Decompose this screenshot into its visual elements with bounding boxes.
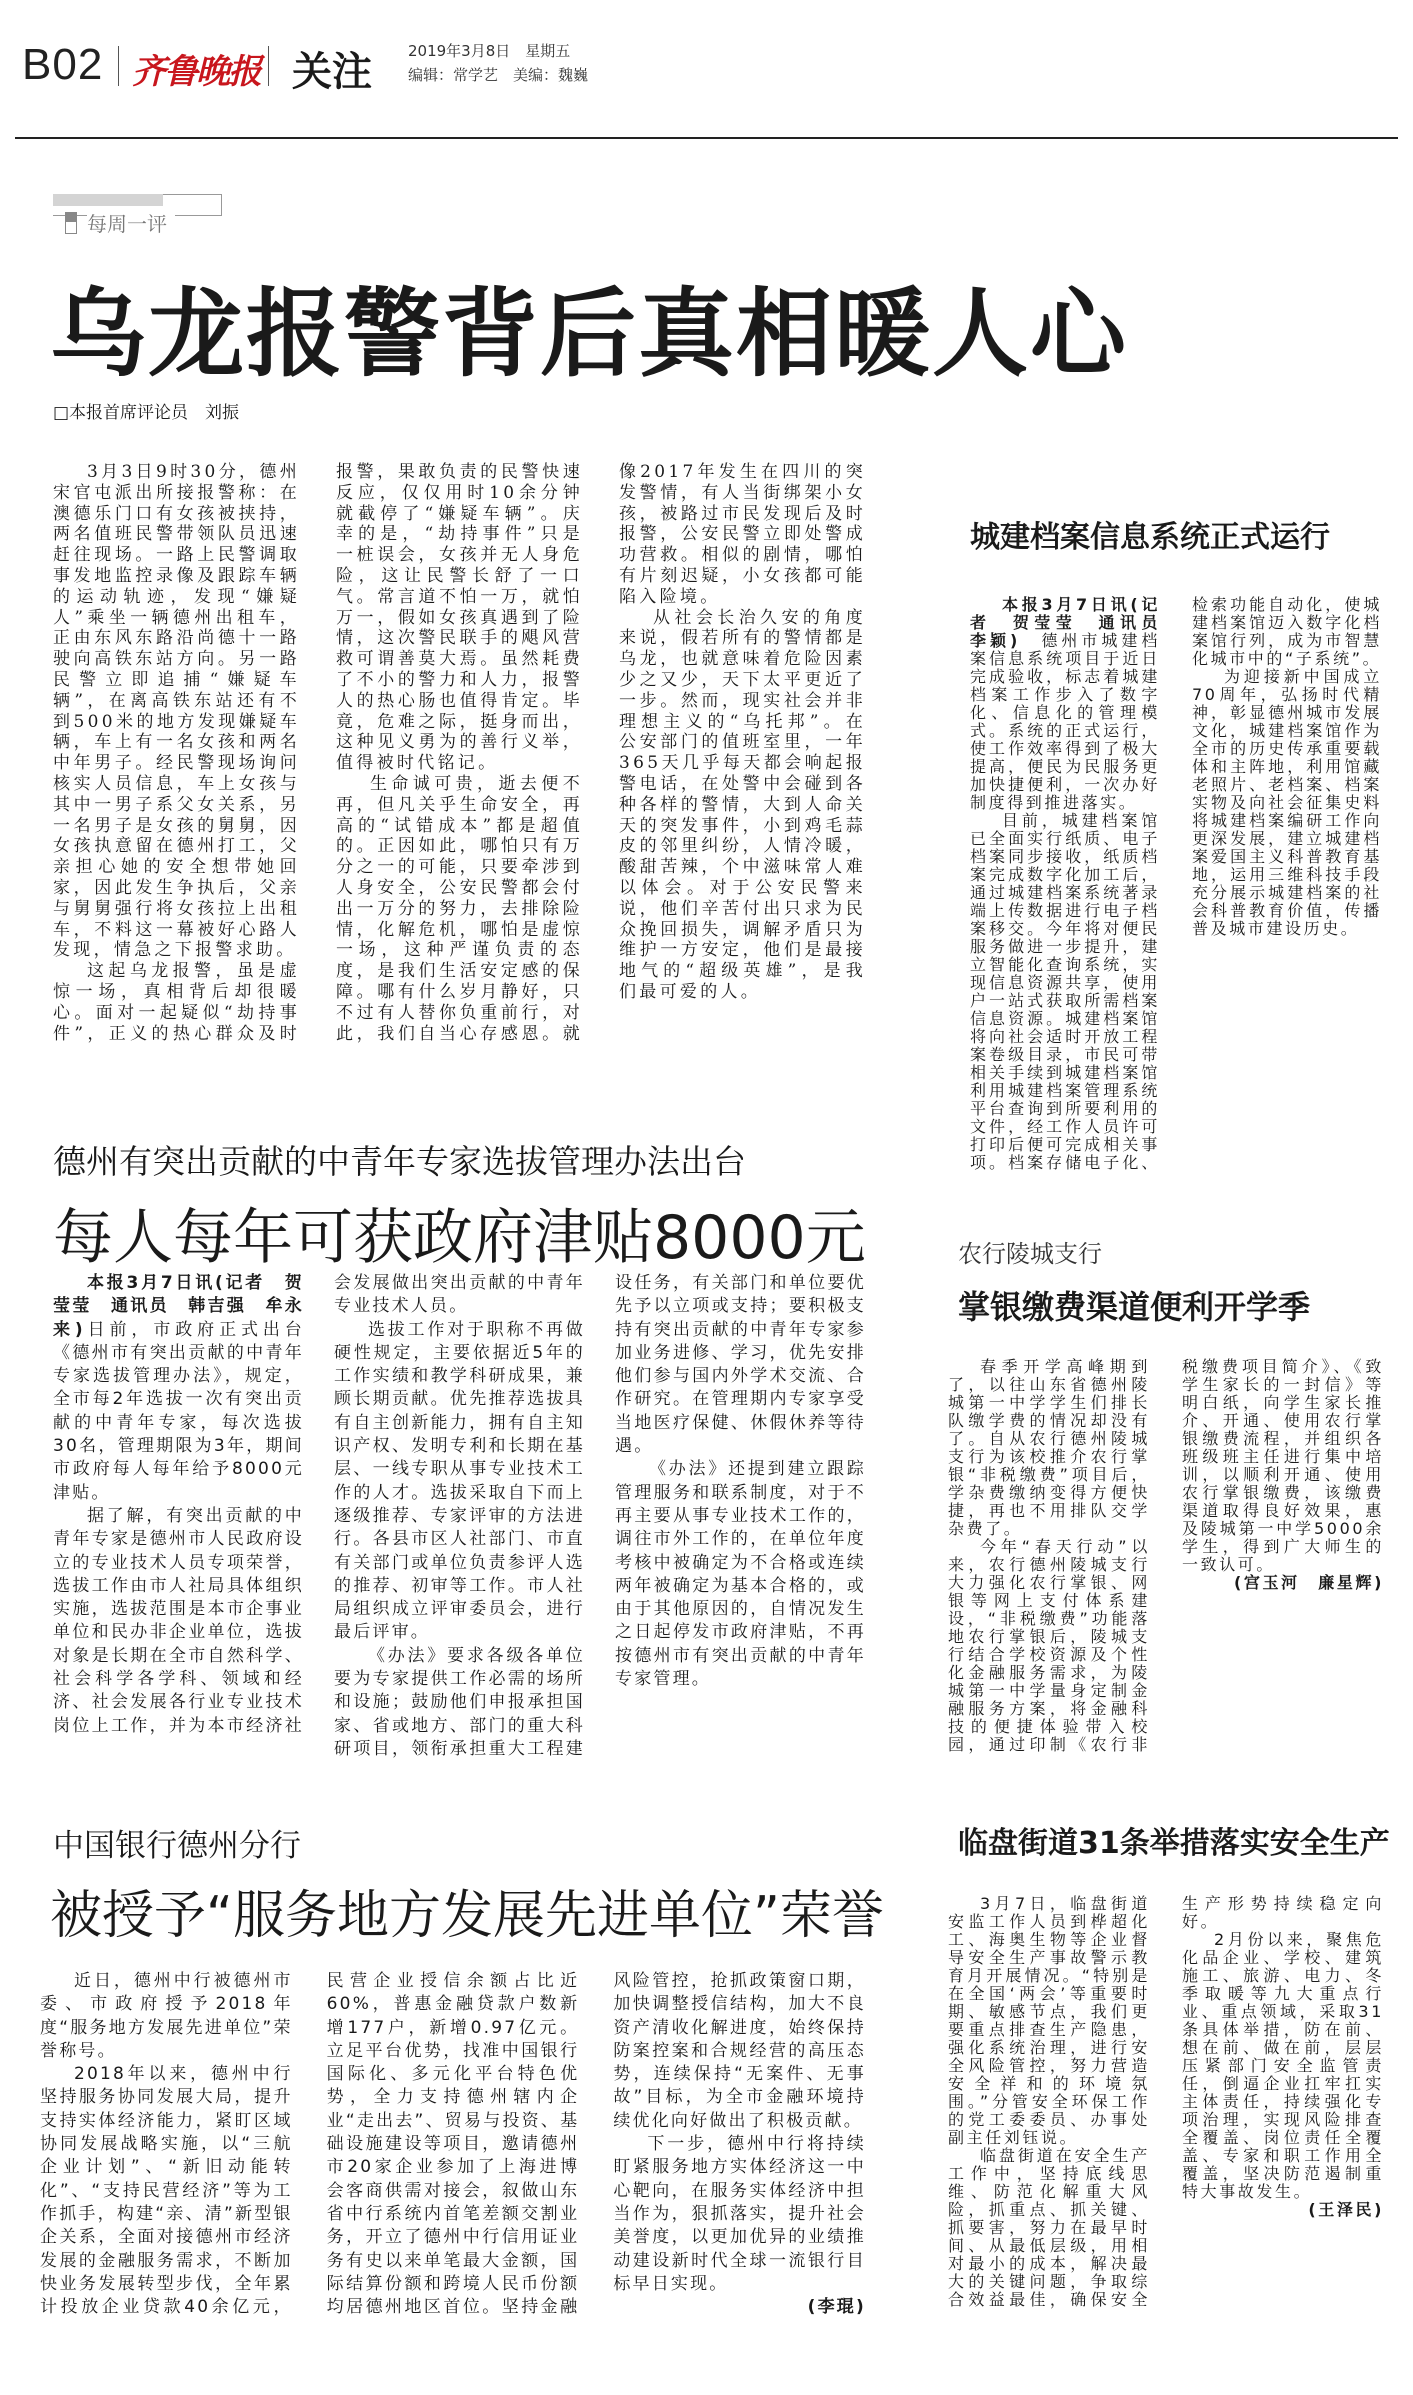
issue-date: 2019年3月8日 星期五 <box>408 42 571 60</box>
dateline: 本报3月7日讯(记者 贺莹莹 通讯员 韩吉强 牟永来) <box>53 1273 304 1340</box>
boc-kicker: 中国银行德州分行 <box>53 1828 301 1864</box>
paragraph <box>53 1272 304 1505</box>
paragraph <box>970 595 1179 812</box>
experts-body <box>53 1272 866 1762</box>
paragraph: 下一步，德州中行将持续盯紧服务地方实体经济这一中心靶向，在服务实体经济中担当作为，狠抓落实，提升社会美誉度，以更加优异的业绩推动建设新时代全球一流银行目标早日实现。 <box>613 2134 866 2294</box>
paragraph: 3月3日9时30分，德州宋官屯派出所接报警称：在澳德乐门口有女孩被挟持，两名值班民警带领队员迅速赶往现场。一路上民警调取事发地监控录像及跟踪车辆的运动轨迹，发现“嫌疑人”乘坐一辆德州出租车，正由东风东路沿尚德十一路驶向高铁东站方向。另一路民警立即追捕“嫌疑车辆”，在离高铁东站还有不到500米的地方发现嫌疑车辆，车上有一名女孩和两名中年男子。经民警现场询问核实人员信息，车上女孩与其中一男子系父女关系，另一名男子是女孩的舅舅，因女孩执意留在德州打工，父亲担心她的安全想带她回家，因此发生争执后，父亲与舅舅强行将女孩拉上出租车，不料这一幕被好心路人发现，情急之下报警求助。 <box>53 462 300 961</box>
commentary-body <box>53 462 866 1052</box>
paragraph: 为迎接新中国成立70周年，弘扬时代精神，彰显德州城市发展文化，城建档案馆作为全市的历史传承重要载体和主阵地，利用馆藏老照片、老档案、档案实物及向社会征集史料将城建档案编研工作向更深发展，建立城建档案爱国主义科普教育基地，运用三维科技手段充分展示城建档案的社会科普教育价值，传播普及城市建设历史。 <box>1192 667 1382 938</box>
author: (王泽民) <box>1308 2200 1384 2219</box>
abc-headline: 掌银缴费渠道便利开学季 <box>958 1288 1311 1326</box>
editor-credits: 编辑：常学艺 美编：魏巍 <box>408 66 589 84</box>
divider <box>118 46 119 86</box>
author: (李琨) <box>807 2297 866 2318</box>
paragraph: 春季开学高峰期到了，以往山东省德州陵城第一中学学生们排长队缴学费的情况却没有了。自从农行德州陵城支行为该校推介农行掌银“非税缴费”项目后，学杂费缴纳变得方便快捷，再也不用排队交学杂费了。 <box>948 1357 1150 1538</box>
archive-body <box>970 596 1382 1186</box>
paragraph: 临盘街道在安全生产工作中，坚持底线思维、防范化解重大风险，抓重点、抓关键、抓要害，努力在最早时间、从最低层级，用相对最小的成本，解决最大的关键问题，争取综合效益最佳，确保安全生产形势持续稳定向好。 <box>948 1894 1384 2309</box>
byline: □本报首席评论员 刘振 <box>53 403 240 423</box>
page-number: B02 <box>22 40 104 89</box>
paragraph: 今年“春天行动”以来，农行德州陵城支行大力强化农行掌银、网银等网上支付体系建设，“非税缴费”功能落地农行掌银后，陵城支行结合学校资源及个性化金融服务需求，为陵城第一中学量身定制金融服务方案，将金融科技的便捷体验带入校园，通过印制《农行非税缴费项目简介》、《致学生家长的一封信》等明白纸，向学生家长推介、开通、使用农行掌银缴费流程，并组织各班级班主任进行集中培训，以顺利开通、使用农行掌银缴费，该缴费渠道取得良好效果，惠及陵城第一中学5000余学生，得到广大师生的一致认可。 <box>948 1357 1384 1754</box>
paragraph: 2018年以来，德州中行坚持服务协同发展大局，提升支持实体经济能力，紧盯区域协同发展战略实施，以“三航企业计划”、“新旧动能转化”、“支持民营经济”等为工作抓手，构建“亲、清”新型银企关系，全面对接德州市经济发展的金融服务需求，不断加快业务发展转型步伐，全年累计投放企业贷款40余亿元，民营企业授信余额占比近60%，普惠金融贷款户数新增177户，新增0.97亿元。立足平台优势，找准中国银行国际化、多元化平台特色优势，全力支持德州辖内企业“走出去”、贸易与投资、基础设施建设等项目，邀请德州市20家企业参加了上海进博会客商供需对接会，叙做山东省中行系统内首笔差额交割业务，开立了德州中行信用证业务有史以来单笔最大金额，国际结算份额和跨境人民币份额均居德州地区首位。坚持金融风险管控，抢抓政策窗口期，加快调整授信结构，加大不良资产清收化解进度，始终保持防案控案和合规经营的高压态势，连续保持“无案件、无事故”目标，为全市金融环境持续优化向好做出了积极贡献。 <box>40 1971 866 2318</box>
paragraph: 生命诚可贵，逝去便不再，但凡关乎生命安全，再高的“试错成本”都是超值的。正因如此，哪怕只有万分之一的可能，只要牵涉到人身安全，公安民警都会付出一万分的努力，去排除险情，化解危机，哪怕是虚惊一场，这种严谨负责的态度，是我们生活安定感的保障。哪有什么岁月静好，只不过有人替你负重前行，对此，我们自当心存感恩。就像2017年发生在四川的突发警情，有人当街绑架小女孩，被路过市民发现后及时报警，公安民警立即处警成功营救。相似的剧情，哪怕有片刻迟疑，小女孩都可能陷入险境。 <box>336 462 866 1044</box>
paragraph: 《办法》还提到建立跟踪管理服务和联系制度，对于不再主要从事专业技术工作的，调往市外工作的，在单位年度考核中被确定为不合格或连续两年被确定为基本合格的，或由于其他原因的，自情况发生之日起停发市政府津贴，不再按德州市有突出贡献的中青年专家管理。 <box>615 1459 866 1690</box>
tag-square-icon <box>65 212 77 234</box>
abc-body <box>948 1358 1384 1763</box>
boc-headline: 被授予“服务地方发展先进单位”荣誉 <box>50 1886 884 1946</box>
paragraph-text: 德州市城建档案信息系统项目于近日完成验收，标志着城建档案工作步入了数字化、信息化的管理模式。系统的正式运行，使工作效率得到了极大提高，便民为民服务更加快捷便利，一次办好制度得到推进落实。 <box>970 631 1160 812</box>
tag-bar <box>53 194 163 206</box>
abc-kicker: 农行陵城支行 <box>958 1240 1102 1268</box>
header-rule <box>15 137 1398 139</box>
paragraph: 《办法》要求各级各单位要为专家提供工作必需的场所和设施；鼓励他们申报承担国家、省或地方、部门的重大科研项目，领衔承担重大工程建设任务，有关部门和单位要优先予以立项或支持；要积极支持有突出贡献的中青年专家参加业务进修、学习，优先安排他们参与国内外学术交流、合作研究。在管理期内专家享受当地医疗保健、休假休养等待遇。 <box>334 1273 866 1759</box>
newspaper-logo: 齐鲁晚报 <box>132 52 260 92</box>
paragraph: 这起乌龙报警，虽是虚惊一场，真相背后却很暖心。面对一起疑似“劫持事件”，正义的热心群众及时报警，果敢负责的民警快速反应，仅仅用时10余分钟就截停了“嫌疑车辆”。庆幸的是，“劫持事件”只是一桩误会，女孩并无人身危险，这让民警长舒了一口气。常言道不怕一万，就怕万一，假如女孩真遇到了险情，这次警民联手的飓风营救可谓善莫大焉。虽然耗费了不小的警力和人力，报警人的热心肠也值得肯定。毕竟，危难之际，挺身而出，这种见义勇为的善行义举，值得被时代铭记。 <box>53 462 583 1044</box>
paragraph: 选拔工作对于职称不再做硬性规定，主要依据近5年的工作实绩和教学科研成果，兼顾长期贡献。优先推荐选拔具有自主创新能力，拥有自主知识产权、发明专利和长期在基层、一线专职从事专业技术工作的人才。选拔采取自下而上逐级推荐、专家评审的方法进行。各县市区人社部门、市直有关部门或单位负责参评人选的推荐、初审等工作。市人社局组织成立评审委员会，进行最后评审。 <box>334 1319 585 1643</box>
experts-headline: 每人每年可获政府津贴8000元 <box>53 1203 866 1273</box>
archive-headline: 城建档案信息系统正式运行 <box>970 520 1330 555</box>
experts-kicker: 德州有突出贡献的中青年专家选拔管理办法出台 <box>53 1142 746 1181</box>
paragraph: 近日，德州中行被德州市委、市政府授予2018年度“服务地方发展先进单位”荣誉称号。 <box>40 1971 293 2061</box>
dateline: 本报3月7日讯(记者 贺莹莹 通讯员 李颖) <box>970 595 1179 650</box>
divider <box>268 46 269 86</box>
paragraph: 目前，城建档案馆已全面实行纸质、电子档案同步接收，纸质档案完成数字化加工后，通过城建档案系统著录端上传数据进行电子档案移交。今年将对便民服务做进一步提升，建立智能化查询系统，实现信息资源共享，使用户一站式获取所需档案信息资源。城建档案馆将向社会适时开放工程案卷级目录，市民可带相关手续到城建档案馆利用城建档案管理系统平台查询到所要利用的文件，经工作人员许可打印后便可完成相关事项。档案存储电子化、检索功能自动化，使城建档案馆迈入数字化档案馆行列，成为市智慧化城市中的“子系统”。 <box>970 595 1382 1172</box>
paragraph: 据了解，有突出贡献的中青年专家是德州市人民政府设立的专业技术人员专项荣誉，选拔工作由市人社局具体组织实施，选拔范围是本市企事业单位和民办非企业单位，选拔对象是长期在全市自然科学、社会科学各学科、领域和经济、社会发展各行业专业技术岗位上工作，并为本市经济社会发展做出突出贡献的中青年专业技术人员。 <box>53 1273 585 1736</box>
paragraph-text: 日前，市政府正式出台《德州市有突出贡献的中青年专家选拔管理办法》，规定，全市每2年选拔一次有突出贡献的中青年专家，每次选拔30名，管理期限为3年，期间市政府每人每年给予8000元津贴。 <box>53 1319 305 1503</box>
paragraph: 从社会长治久安的角度来说，假若所有的警情都是乌龙，也就意味着危险因素少之又少，天下太平更近了一步。然而，现实社会并非理想主义的“乌托邦”。在公安部门的值班室里，一年365天几乎每天都会响起报警电话，在处警中会碰到各种各样的警情，大到人命关天的突发事件，小到鸡毛蒜皮的邻里纠纷，人情冷暖，酸甜苦辣，个中滋味常人难以体会。对于公安民警来说，他们辛苦付出只求为民众挽回损失，调解矛盾只为维护一方安定，他们是最接地气的“超级英雄”，是我们最可爱的人。 <box>619 607 866 1002</box>
boc-body <box>40 1970 866 2340</box>
tag-label: 每周一评 <box>87 208 175 237</box>
author: (宫玉河 廉星辉) <box>1233 1573 1384 1592</box>
main-headline: 乌龙报警背后真相暖人心 <box>50 278 1128 390</box>
paragraph: 3月7日，临盘街道安监工作人员到桦超化工、海奥生物等企业督导安全生产事故警示教育月开展情况。“特别是在全国‘两会’等重要时期、敏感节点，我们更要重点排查生产隐患，强化系统治理，进行安全风险管控，努力营造安全祥和的环境氛围。”分管安全环保工作的党工委委员、办事处副主任刘钰说。 <box>948 1894 1150 2147</box>
section-title: 关注 <box>292 49 372 95</box>
column-tag <box>53 194 221 236</box>
paragraph: 2月份以来，聚焦危化品企业、学校、建筑施工、旅游、电力、冬季取暖等九大重点行业、重点领域，采取31条具体举措，防在前、想在前、做在前，层层压紧部门安全监管责任，倒逼企业扛牢扛实主体责任，持续强化专项治理，实现风险排查全覆盖、岗位责任全覆盖、专家和职工作用全覆盖，坚决防范遏制重特大事故发生。 <box>1182 1930 1384 2201</box>
linpan-headline: 临盘街道31条举措落实安全生产 <box>958 1826 1390 1861</box>
linpan-body <box>948 1895 1384 2340</box>
